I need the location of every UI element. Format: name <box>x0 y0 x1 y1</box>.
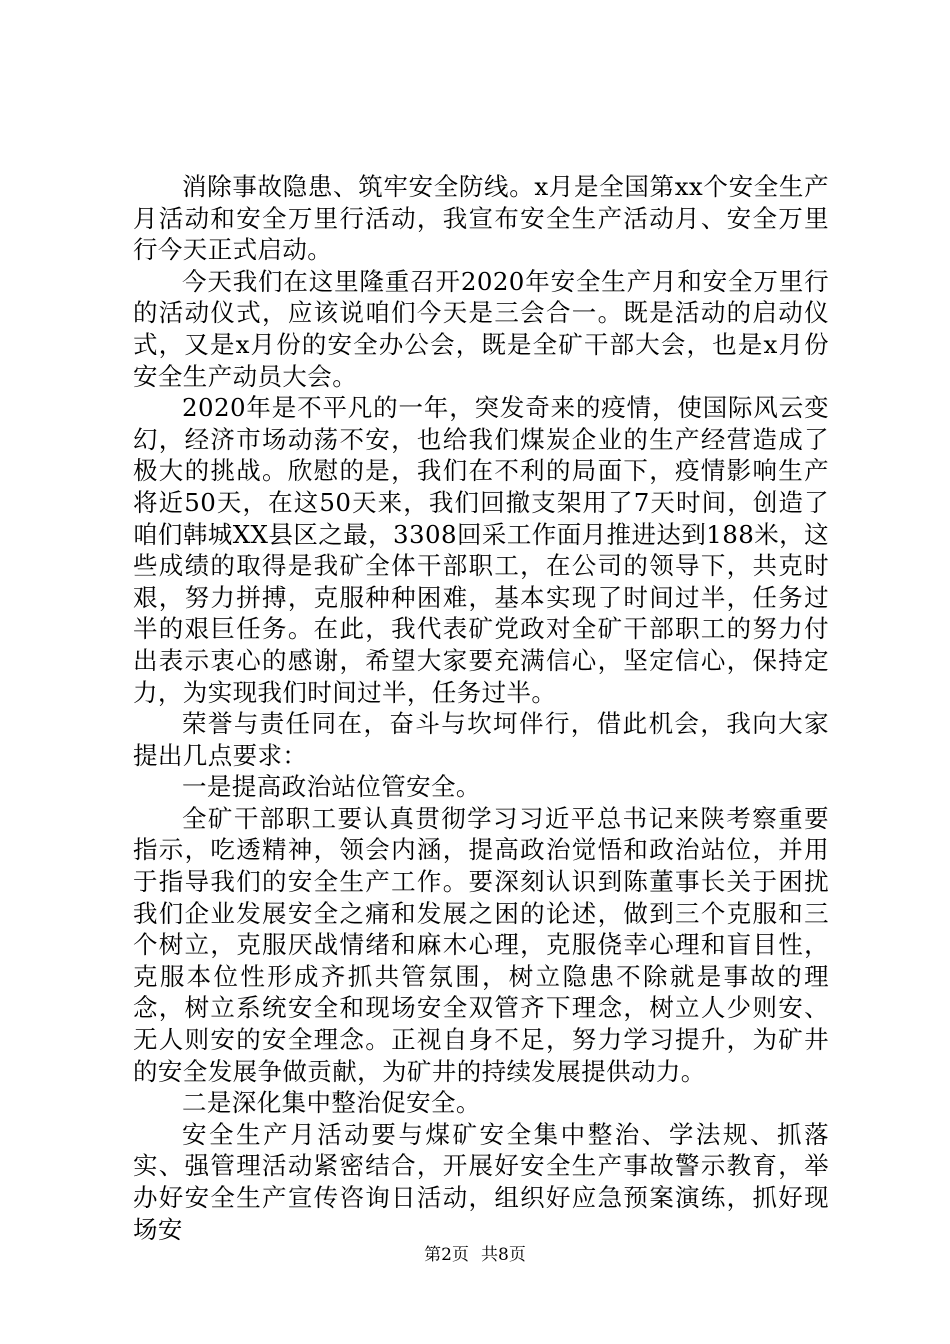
paragraph-5: 全矿干部职工要认真贯彻学习习近平总书记来陕考察重要指示，吃透精神，领会内涵，提高政治觉悟和政治站位，并用于指导我们的安全生产工作。要深刻认识到陈董事长关于困扰我们企业发展安全之痛和发展之困的论述，做到三个克服和三个树立，克服厌战情绪和麻木心理，克服侥幸心理和盲目性，克服本位性形成齐抓共管氛围，树立隐患不除就是事故的理念，树立系统安全和现场安全双管齐下理念，树立人少则安、无人则安的安全理念。正视自身不足，努力学习提升，为矿井的安全发展争做贡献，为矿井的持续发展提供动力。 <box>133 803 829 1086</box>
paragraph-1: 消除事故隐患、筑牢安全防线。x月是全国第xx个安全生产月活动和安全万里行活动，我宣布安全生产活动月、安全万里行今天正式启动。 <box>133 172 829 265</box>
section-heading-1: 一是提高政治站位管安全。 <box>182 772 481 802</box>
page-number: 第2页 <box>424 1245 469 1265</box>
page-total: 共8页 <box>481 1245 526 1265</box>
document-body <box>133 171 829 1245</box>
paragraph-4: 荣誉与责任同在，奋斗与坎坷伴行，借此机会，我向大家提出几点要求： <box>133 709 829 770</box>
paragraph-6: 安全生产月活动要与煤矿安全集中整治、学法规、抓落实、强管理活动紧密结合，开展好安全生产事故警示教育，举办好安全生产宣传咨询日活动，组织好应急预案演练，抓好现场安 <box>133 1119 829 1244</box>
paragraph-2: 今天我们在这里隆重召开2020年安全生产月和安全万里行的活动仪式，应该说咱们今天是三会合一。既是活动的启动仪式，又是x月份的安全办公会，既是全矿干部大会，也是x月份安全生产动员大会。 <box>133 266 829 391</box>
section-heading-2: 二是深化集中整治促安全。 <box>182 1088 481 1118</box>
page-footer <box>0 1244 950 1266</box>
paragraph-3: 2020年是不平凡的一年，突发奇来的疫情，使国际风云变幻，经济市场动荡不安，也给我们煤炭企业的生产经营造成了极大的挑战。欣慰的是，我们在不利的局面下，疫情影响生产将近50天，在这50天来，我们回撤支架用了7天时间，创造了咱们韩城XX县区之最，3308回采工作面月推进达到188米，这些成绩的取得是我矿全体干部职工，在公司的领导下，共克时艰，努力拼搏，克服种种困难，基本实现了时间过半，任务过半的艰巨任务。在此，我代表矿党政对全矿干部职工的努力付出表示衷心的感谢，希望大家要充满信心，坚定信心，保持定力，为实现我们时间过半，任务过半。 <box>133 393 829 707</box>
